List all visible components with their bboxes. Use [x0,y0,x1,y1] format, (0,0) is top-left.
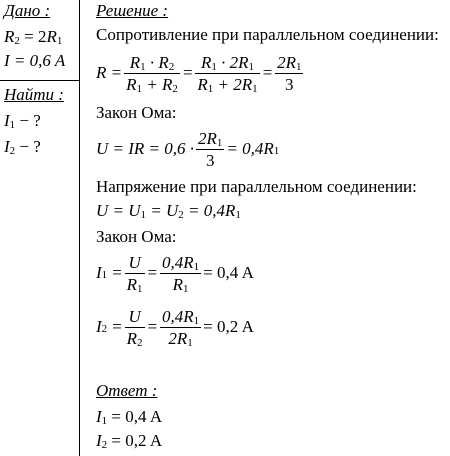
solution-header: Решение : [96,1,169,20]
fraction-u-over-r1: $\frac{U}{R_1}$ [126,252,143,295]
fraction-04r1-over-2r1: $\frac{0,4R_1}{2R_1}$ [162,306,200,349]
answer-header: Ответ : [96,381,158,400]
given-header: Дано : [4,1,51,20]
answer-line-2: $I_2 = 0,2$ A [96,431,163,451]
paragraph-parallel-voltage: Напряжение при параллельном соединении: [96,177,417,196]
vertical-divider [79,0,80,456]
find-header: Найти : [4,85,64,104]
paragraph-parallel-resistance: Сопротивление при параллельном соединении: [96,25,439,44]
fraction-substituted: $\frac{R_1 \cdot 2R_1}{R_1 + 2R_1}$ [197,52,258,95]
paragraph-ohms-law-1: Закон Ома: [96,103,177,122]
fraction-result: $\frac{2R_1}{3}$ [277,52,302,94]
fraction-04r1-over-r1: $\frac{0,4R_1}{R_1}$ [162,252,200,295]
equation-current-1: I $_1$ = $\frac{U}{R_1}$ = $\frac{0,4R_1}{R_1}$ = 0,4 A [96,252,254,295]
find-line-2: $I_2$ − ? [4,137,41,157]
fraction-u-over-r2: $\frac{U}{R_2}$ [126,306,143,349]
paragraph-ohms-law-2: Закон Ома: [96,227,177,246]
fraction-2r1-over-3: $\frac{2R_1}{3}$ [198,128,223,170]
find-line-1: $I_1$ − ? [4,111,41,131]
equation-current-2: I $_2$ = $\frac{U}{R_2}$ = $\frac{0,4R_1}{2R_1}$ = 0,2 A [96,306,254,349]
fraction-r1r2-over-sum: $\frac{R_1 \cdot R_2}{R_1 + R_2}$ [126,52,178,95]
answer-line-1: $I_1 = 0,4$ A [96,407,163,427]
given-line-2: I = 0,6 A [4,51,66,70]
equation-voltage-equal: $U = U_1 = U_2 = 0,4R_1$ [96,201,241,221]
given-line-1: $R_2 = 2R_1$ [4,27,63,47]
equation-total-resistance: R = $\frac{R_1 \cdot R_2}{R_1 + R_2}$ = $\frac{R_1 \cdot 2R_1}{R_1 + 2R_1}$ = $\frac{2R_1}{3}$ [96,52,302,95]
equation-voltage: U = IR = 0,6 · $\frac{2R_1}{3}$ = 0,4R $_1$ [96,128,280,170]
given-divider [0,80,80,81]
